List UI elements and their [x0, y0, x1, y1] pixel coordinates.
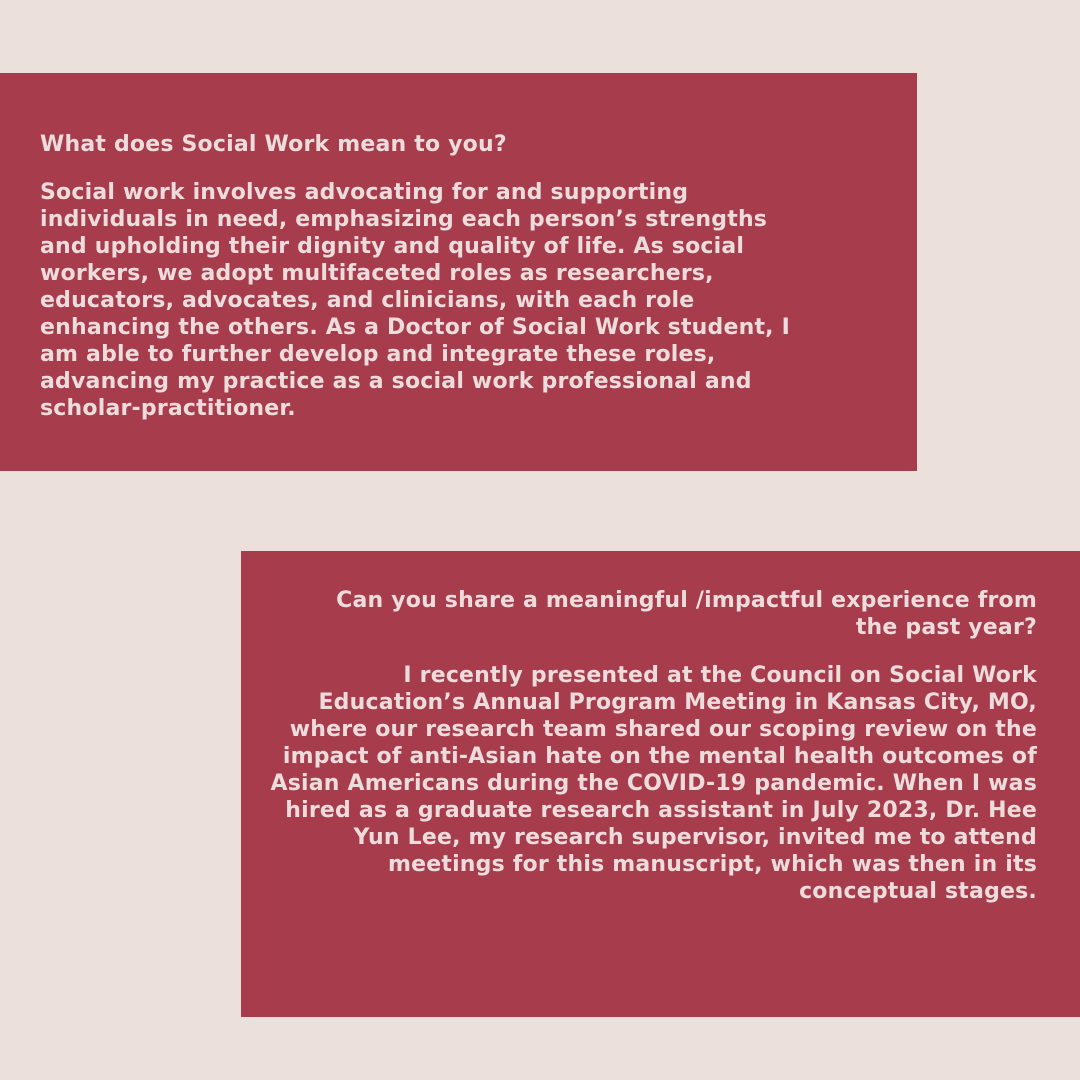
question-card-social-work-meaning [0, 73, 917, 471]
answer-text: I recently presented at the Council on Social Work Education’s Annual Program Meeting in Kansas City, MO, where our research team shared our scoping review on the impact of anti-Asian hate on the mental health outcomes of Asian Americans during the COVID-19 pandemic. When I was hired as a graduate research assistant in July 2023, Dr. Hee Yun Lee, my research supervisor, invited me to attend meetings for this manuscript, which was then in its conceptual stages. [270, 663, 1037, 904]
question-heading: Can you share a meaningful /impactful experience from the past year? [336, 588, 1037, 640]
question-card-meaningful-experience [241, 551, 1080, 1017]
question-heading: What does Social Work mean to you? [40, 132, 507, 157]
answer-text: Social work involves advocating for and supporting individuals in need, emphasizing each person’s strengths and upholding their dignity and quality of life. As social workers, we adopt multifaceted roles as researchers, educators, advocates, and clinicians, with each role enhancing the others. As a Doctor of Social Work student, I am able to further develop and integrate these roles, advancing my practice as a social work professional and scholar-practitioner. [40, 180, 790, 421]
